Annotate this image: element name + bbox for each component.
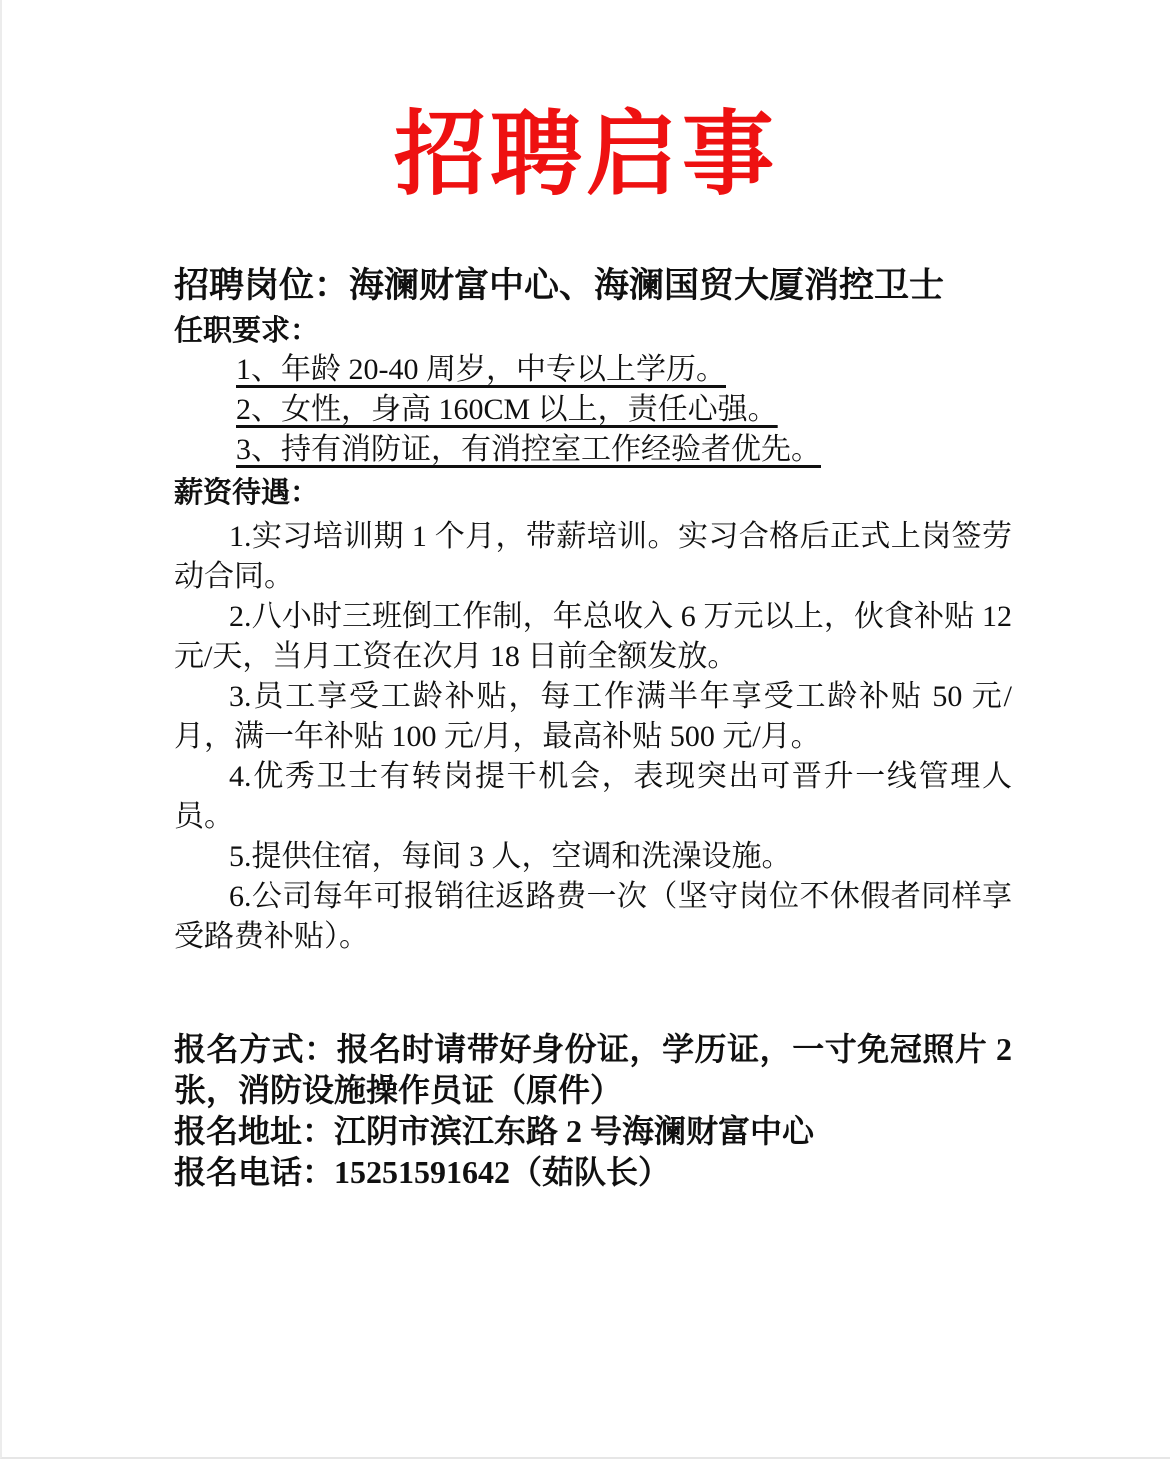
position-heading: 招聘岗位：海澜财富中心、海澜国贸大厦消控卫士 [174, 266, 945, 305]
application-address: 报名地址：江阴市滨江东路 2 号海澜财富中心 [174, 1113, 815, 1149]
application-info [174, 1029, 1012, 1193]
salary-item-4: 4.优秀卫士有转岗提干机会，表现突出可晋升一线管理人员。 [174, 760, 1012, 833]
application-phone: 报名电话：15251591642（茹队长） [174, 1154, 671, 1190]
application-method: 报名方式：报名时请带好身份证，学历证，一寸免冠照片 2 张，消防设施操作员证（原件） [174, 1031, 1012, 1108]
salary-item-3: 3.员工享受工龄补贴，每工作满半年享受工龄补贴 50 元/月，满一年补贴 100 元/月，最高补贴 500 元/月。 [174, 680, 1012, 753]
requirement-item-3-text: 3、持有消防证，有消控室工作经验者优先。 [236, 433, 821, 466]
requirement-item-2 [174, 390, 1012, 430]
salary-item-1: 1.实习培训期 1 个月，带薪培训。实习合格后正式上岗签劳动合同。 [174, 520, 1012, 593]
document-body [174, 264, 1012, 1193]
requirements-heading: 任职要求： [174, 315, 320, 347]
requirement-item-1-text: 1、年龄 20-40 周岁，中专以上学历。 [236, 353, 726, 386]
salary-item-6: 6.公司每年可报销往返路费一次（坚守岗位不休假者同样享受路费补贴）。 [174, 880, 1012, 953]
requirement-item-3 [174, 430, 1012, 470]
salary-item-5: 5.提供住宿，每间 3 人，空调和洗澡设施。 [229, 840, 792, 873]
requirement-item-1 [174, 350, 1012, 390]
salary-list [174, 517, 1012, 957]
requirement-item-2-text: 2、女性，身高 160CM 以上，责任心强。 [236, 393, 778, 426]
page-title: 招聘启事 [393, 104, 778, 206]
salary-heading: 薪资待遇： [174, 477, 320, 509]
salary-item-2: 2.八小时三班倒工作制，年总收入 6 万元以上，伙食补贴 12 元/天，当月工资在次月 18 日前全额发放。 [174, 600, 1012, 673]
